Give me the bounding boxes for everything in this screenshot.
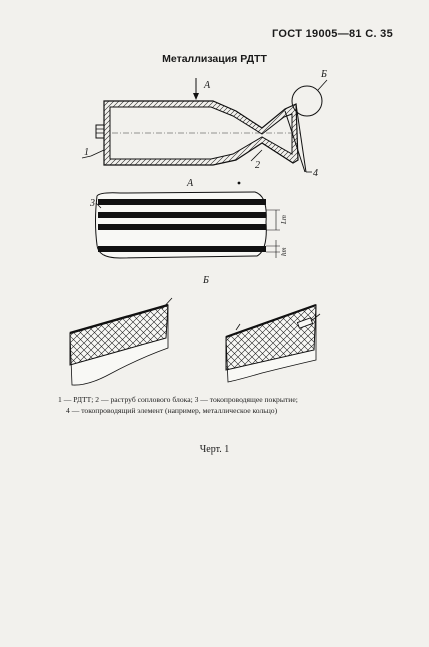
dim-2-label: hт	[280, 247, 288, 256]
igniter-block	[96, 125, 104, 138]
stripe-1	[98, 199, 266, 205]
variant-2-drawing	[226, 305, 320, 382]
page-header: ГОСТ 19005—81 С. 35	[272, 28, 393, 40]
view-b-title: Б	[203, 275, 209, 286]
legend-line-1: 1 — РДТТ; 2 — раструб соплового блока; 3 — токопроводящее покрытие;	[58, 395, 298, 404]
part-4-label: 4	[313, 168, 318, 179]
figure-caption: Черт. 1	[199, 444, 230, 455]
motor-body-drawing	[82, 69, 327, 179]
legend	[58, 394, 388, 416]
view-a-arrow-label: А	[204, 80, 211, 91]
view-a-drawing	[89, 178, 288, 286]
stripe-3	[98, 224, 266, 230]
part-2-label: 2	[255, 160, 260, 171]
detail-b-circle-label: Б	[321, 69, 327, 80]
dim-1-label: Lт	[280, 215, 288, 224]
view-a-title: А	[187, 178, 194, 189]
variant-1-drawing	[70, 298, 172, 385]
figure-title: Металлизация РДТТ	[162, 53, 267, 65]
part-3-label-view-a: 3	[90, 198, 95, 209]
detail-b-circle	[292, 86, 322, 116]
stripe-2	[98, 212, 266, 218]
part-1-label: 1	[84, 147, 89, 158]
legend-line-2: 4 — токопроводящий элемент (например, металлическое кольцо)	[66, 406, 278, 415]
stripe-4	[98, 246, 266, 252]
